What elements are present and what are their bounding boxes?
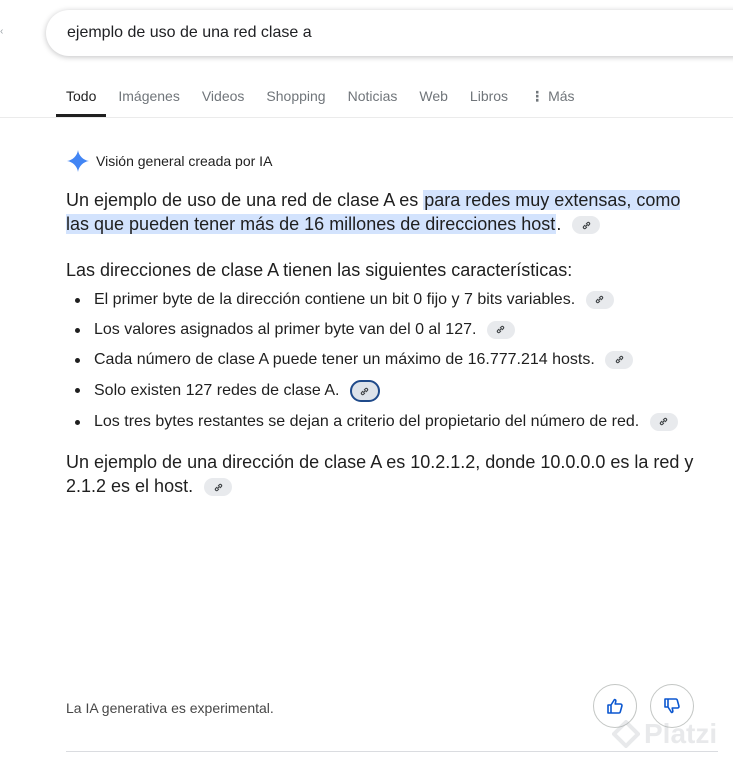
tab-imagenes[interactable]: Imágenes [118, 88, 180, 104]
link-icon [359, 386, 370, 397]
source-link-button[interactable] [204, 478, 232, 496]
link-icon [213, 482, 224, 493]
list-item-text: El primer byte de la dirección contiene un bit 0 fijo y 7 bits variables. [94, 291, 576, 308]
list-item [66, 350, 706, 370]
intro-prefix: Un ejemplo de uso de una red de clase A es [66, 190, 424, 210]
intro-paragraph [66, 188, 706, 236]
tab-shopping[interactable]: Shopping [266, 88, 326, 104]
list-intro: Las direcciones de clase A tienen las siguientes características: [66, 260, 573, 280]
thumbs-up-button[interactable] [593, 684, 637, 728]
list-item [66, 320, 706, 340]
list-item-text: Los tres bytes restantes se dejan a criterio del propietario del número de red. [94, 413, 640, 430]
link-icon [614, 354, 625, 365]
source-link-button[interactable] [487, 321, 515, 339]
thumbs-down-icon [662, 696, 682, 716]
tab-libros[interactable]: Libros [469, 88, 509, 104]
source-link-button[interactable] [572, 216, 600, 234]
search-bar[interactable] [46, 10, 733, 56]
tab-web[interactable]: Web [419, 88, 448, 104]
intro-highlight: para redes muy extensas, como las que pueden tener más de 16 millones de direcciones host [66, 190, 681, 234]
link-icon [495, 324, 506, 335]
more-vertical-icon: ⋮ [530, 88, 545, 104]
source-link-button[interactable] [650, 413, 678, 431]
source-link-button-focused[interactable] [350, 380, 380, 402]
outro-paragraph [66, 450, 706, 498]
list-item [66, 290, 706, 310]
ai-overview-header [66, 149, 272, 173]
watermark-text: Platzi [644, 718, 718, 749]
list-item [66, 412, 706, 432]
intro-suffix: . [556, 214, 562, 234]
link-icon [658, 416, 669, 427]
tab-videos[interactable]: Videos [201, 88, 245, 104]
list-item-text: Los valores asignados al primer byte van del 0 al 127. [94, 321, 477, 338]
tabs-divider [0, 117, 733, 118]
list-item [66, 380, 706, 402]
ai-overview-content [66, 188, 706, 498]
list-item-text: Solo existen 127 redes de clase A. [94, 382, 340, 400]
outro-text: Un ejemplo de una dirección de clase A es 10.2.1.2, donde 10.0.0.0 es la red y 2.1.2 es el host. [66, 452, 694, 496]
tab-todo[interactable]: Todo [56, 78, 106, 117]
gemini-spark-icon [66, 149, 90, 173]
ai-overview-title: Visión general creada por IA [96, 153, 273, 169]
characteristics-list [66, 290, 706, 432]
source-link-button[interactable] [605, 351, 633, 369]
experimental-note: La IA generativa es experimental. [66, 700, 274, 716]
thumbs-down-button[interactable] [650, 684, 694, 728]
thumbs-up-icon [605, 696, 625, 716]
link-icon [581, 220, 592, 231]
tab-noticias[interactable]: Noticias [347, 88, 398, 104]
back-arrow-icon[interactable]: ‹ [0, 26, 4, 37]
source-link-button[interactable] [586, 291, 614, 309]
search-input[interactable]: ejemplo de uso de una red clase a [67, 24, 312, 41]
bottom-divider [66, 751, 718, 752]
list-item-text: Cada número de clase A puede tener un máximo de 16.777.214 hosts. [94, 351, 595, 368]
tab-mas-label: Más [548, 88, 575, 104]
search-tabs [56, 78, 597, 117]
tab-mas[interactable] [530, 78, 574, 117]
link-icon [594, 294, 605, 305]
